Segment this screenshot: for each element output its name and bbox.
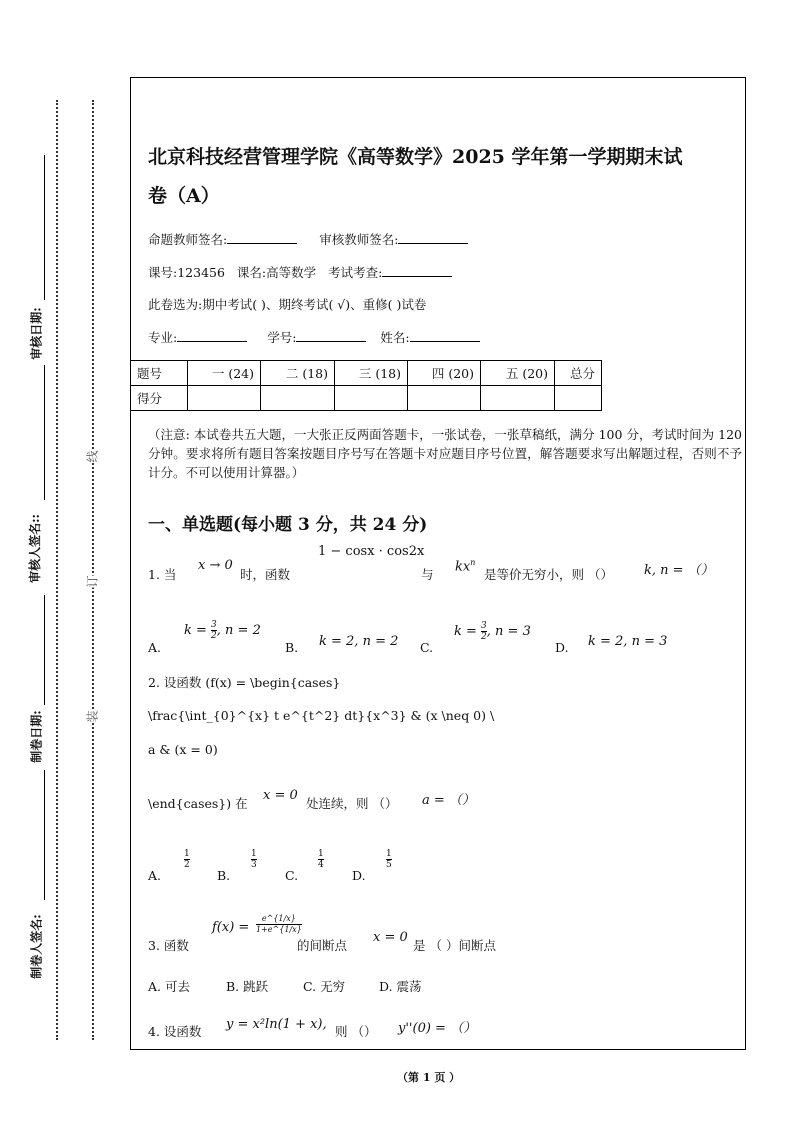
notice: （注意: 本试卷共五大题，一大张正反两面答题卡，一张试卷，一张草稿纸，满分 100 分，考试时间为 120 分钟。要求将所有题目答案按题目序号写在答题卡对应题目序号位置，解答题要求写出解题过程，否则不予计分。不可以使用计算器。） xyxy=(148,427,742,480)
q1-with: 与 xyxy=(421,567,434,582)
binding-text-bind: 订 xyxy=(85,575,100,588)
major-field[interactable] xyxy=(177,329,247,342)
q3-mid: 的间断点 xyxy=(297,938,348,953)
frac-den: 2 xyxy=(481,632,487,642)
reviewer-field[interactable] xyxy=(398,231,468,244)
score-cell[interactable] xyxy=(261,386,335,411)
exam-title: 北京科技经营管理学院《高等数学》2025 学年第一学期期末试 xyxy=(148,146,683,168)
frac-num: 3 xyxy=(211,620,217,630)
score-cell[interactable] xyxy=(408,386,481,411)
review-date-label: 审核日期: xyxy=(29,307,44,360)
q2-option-b-label[interactable]: B. xyxy=(217,868,231,883)
proposer-label: 命题教师签名: xyxy=(148,232,228,247)
margin-line xyxy=(44,595,45,705)
q3-option-d[interactable]: D. 震荡 xyxy=(379,979,422,994)
score-cell[interactable] xyxy=(188,386,261,411)
score-cell[interactable] xyxy=(481,386,555,411)
binding-text-fix: 装 xyxy=(85,710,100,723)
student-id-label: 学号: xyxy=(267,330,297,345)
margin-line xyxy=(44,155,45,300)
frac-num: 1 xyxy=(251,849,257,859)
table-cell: 五 (20) xyxy=(481,361,555,386)
q3-suffix: 是 （ ）间断点 xyxy=(413,938,496,953)
q1-prefix: 1. 当 xyxy=(148,567,177,582)
table-cell: 三 (18) xyxy=(335,361,408,386)
q2-line4c: 处连续，则 （） xyxy=(306,796,398,811)
q2-x0: x = 0 xyxy=(263,788,298,803)
q2-line2: \frac{\int_{0}^{x} t e^{t^2} dt}{x^3} & (x \neq 0) \ xyxy=(148,708,495,723)
q2-option-c-label[interactable]: C. xyxy=(285,868,299,883)
q4-prefix: 4. 设函数 xyxy=(148,1024,202,1039)
margin-line xyxy=(44,365,45,500)
table-cell: 题号 xyxy=(131,361,188,386)
q1-option-a: k = xyxy=(184,623,207,638)
course-number: 课号:123456 xyxy=(148,265,225,280)
q2-line3: a & (x = 0) xyxy=(148,742,218,757)
table-cell: 总分 xyxy=(555,361,602,386)
dotted-line xyxy=(56,100,58,1040)
score-cell[interactable] xyxy=(335,386,408,411)
proposer-field[interactable] xyxy=(227,231,297,244)
table-cell: 二 (18) xyxy=(261,361,335,386)
q1-function: 1 − cosx · cos2x xyxy=(318,544,425,559)
frac-den: 1+e^{1/x} xyxy=(256,925,302,934)
q1-option-b-label[interactable]: B. xyxy=(285,640,299,655)
course-name: 课名:高等数学 xyxy=(236,265,317,280)
q1-option-a-label[interactable]: A. xyxy=(148,640,162,655)
major-label: 专业: xyxy=(148,330,178,345)
table-cell: 一 (24) xyxy=(188,361,261,386)
section-heading: 一、单选题(每小题 3 分，共 24 分) xyxy=(148,515,428,535)
binding-text-line: 线 xyxy=(85,450,100,463)
q1-condition: x → 0 xyxy=(198,558,233,573)
q1-option-b: k = 2, n = 2 xyxy=(319,634,399,649)
q1-option-d-label[interactable]: D. xyxy=(555,640,569,655)
name-field[interactable] xyxy=(410,329,480,342)
reviewer-signature-label: 审核人签名:: xyxy=(27,514,42,583)
q1-mid: 时，函数 xyxy=(240,567,291,582)
q3-fx: f(x) = xyxy=(212,920,250,935)
q3-x0: x = 0 xyxy=(373,930,408,945)
q1-option-a-n: , n = 2 xyxy=(216,623,261,638)
paper-type: 此卷选为:期中考试( )、期终考试( √)、重修( )试卷 xyxy=(148,297,427,312)
q3-option-b[interactable]: B. 跳跃 xyxy=(226,979,269,994)
frac-num: 3 xyxy=(481,621,487,631)
q3-option-c[interactable]: C. 无穷 xyxy=(303,979,346,994)
table-cell: 得分 xyxy=(131,386,188,411)
q2-ask: a = （） xyxy=(422,793,475,808)
frac-den: 2 xyxy=(184,860,190,870)
q1-n: n xyxy=(470,558,476,567)
paper-maker-signature-label: 制卷人签名: xyxy=(29,914,44,979)
q1-kx: kx xyxy=(455,559,471,575)
frac-num: 1 xyxy=(386,849,392,859)
q2-line4a: \end{cases}) 在 xyxy=(148,796,248,811)
paper-date-label: 制卷日期: xyxy=(29,710,44,763)
page-number: （第 1 页 ） xyxy=(397,1071,461,1084)
frac-num: 1 xyxy=(184,849,190,859)
q2-line1: 2. 设函数 (f(x) = \begin{cases} xyxy=(148,675,341,690)
table-row xyxy=(131,386,602,411)
q1-ask: k, n = （） xyxy=(644,563,714,578)
q4-expr: y = x²ln(1 + x), xyxy=(226,1017,327,1032)
frac-den: 2 xyxy=(211,631,217,641)
frac-den: 5 xyxy=(386,860,392,870)
exam-type-label: 考试考查: xyxy=(328,265,383,280)
q1-option-d: k = 2, n = 3 xyxy=(588,634,668,649)
q3-prefix: 3. 函数 xyxy=(148,938,189,953)
q1-suffix: 是等价无穷小，则 （） xyxy=(484,567,613,582)
q3-option-a[interactable]: A. 可去 xyxy=(148,979,190,994)
score-cell[interactable] xyxy=(555,386,602,411)
exam-title-cont: 卷（A） xyxy=(148,185,220,207)
reviewer-label: 审核教师签名: xyxy=(319,232,399,247)
student-id-field[interactable] xyxy=(296,329,366,342)
q4-mid: 则 （） xyxy=(335,1024,377,1039)
q2-option-d-label[interactable]: D. xyxy=(352,868,366,883)
frac-den: 3 xyxy=(251,860,257,870)
score-table xyxy=(130,360,602,411)
margin-line xyxy=(44,770,45,900)
table-row xyxy=(131,361,602,386)
q2-option-a-label[interactable]: A. xyxy=(148,868,162,883)
frac-num: e^{1/x} xyxy=(256,914,302,925)
q1-option-c-label[interactable]: C. xyxy=(420,640,434,655)
exam-type-field[interactable] xyxy=(382,264,452,277)
table-cell: 四 (20) xyxy=(408,361,481,386)
frac-num: 1 xyxy=(318,849,324,859)
frac-den: 4 xyxy=(318,860,324,870)
binding-dotted-line xyxy=(92,100,94,1040)
name-label: 姓名: xyxy=(380,330,410,345)
q1-option-c: k = xyxy=(454,624,477,639)
q4-ask: y''(0) = （） xyxy=(398,1021,477,1036)
q1-option-c-n: , n = 3 xyxy=(486,624,531,639)
